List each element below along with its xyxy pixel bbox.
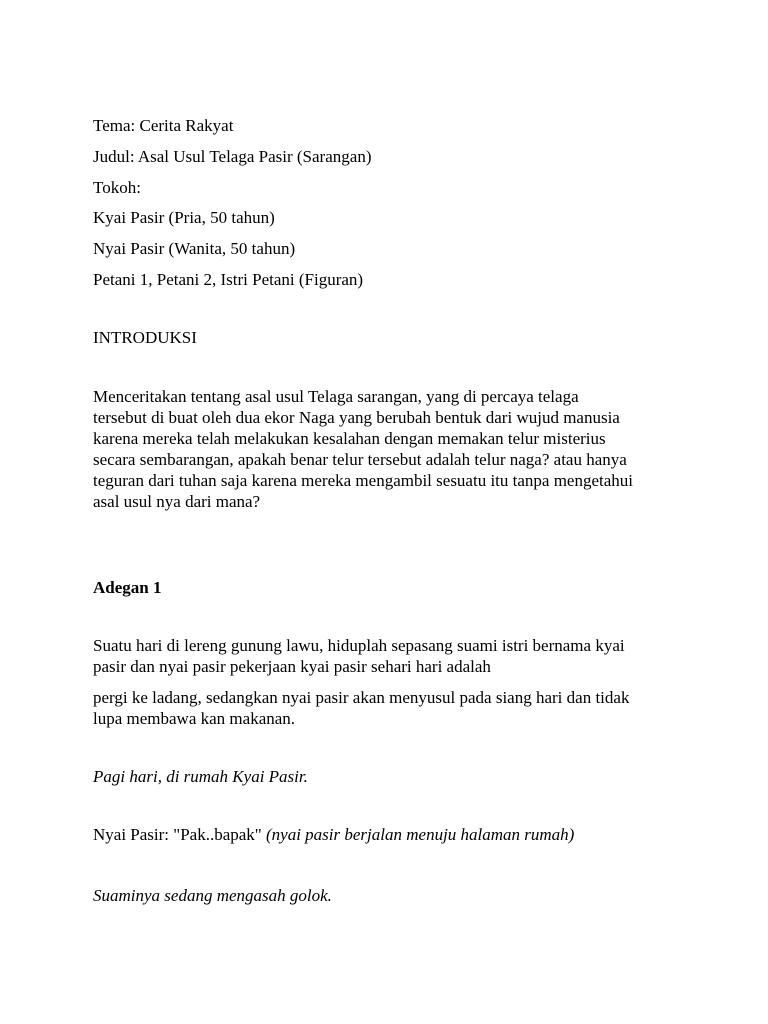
adegan-heading: Adegan 1 [93, 578, 162, 597]
closing-note: Suaminya sedang mengasah golok. [93, 886, 332, 905]
adegan-paragraph-2 [93, 687, 683, 729]
dialogue-line [93, 824, 683, 845]
introduksi-heading: INTRODUKSI [93, 328, 197, 347]
paragraph-line: pergi ke ladang, sedangkan nyai pasir akan menyusul pada siang hari dan tidak [93, 688, 630, 707]
tokoh-item: Petani 1, Petani 2, Istri Petani (Figuran) [93, 270, 364, 289]
paragraph-line: asal usul nya dari mana? [93, 492, 261, 511]
judul-line: Judul: Asal Usul Telaga Pasir (Sarangan) [93, 147, 372, 166]
tema-line: Tema: Cerita Rakyat [93, 116, 234, 135]
scene-note: Pagi hari, di rumah Kyai Pasir. [93, 767, 308, 786]
tokoh-label: Tokoh: [93, 178, 141, 197]
introduksi-paragraph [93, 386, 683, 512]
adegan-paragraph-1 [93, 635, 683, 677]
paragraph-line: teguran dari tuhan saja karena mereka mengambil sesuatu itu tanpa mengetahui [93, 471, 634, 490]
paragraph-line: secara sembarangan, apakah benar telur tersebut adalah telur naga? atau hanya [93, 450, 627, 469]
tokoh-item: Kyai Pasir (Pria, 50 tahun) [93, 208, 275, 227]
paragraph-line: Suatu hari di lereng gunung lawu, hiduplah sepasang suami istri bernama kyai [93, 636, 625, 655]
paragraph-line: karena mereka telah melakukan kesalahan dengan memakan telur misterius [93, 429, 606, 448]
dialogue-speech: Nyai Pasir: "Pak..bapak" [93, 825, 262, 844]
tokoh-item: Nyai Pasir (Wanita, 50 tahun) [93, 239, 296, 258]
paragraph-line: Menceritakan tentang asal usul Telaga sarangan, yang di percaya telaga [93, 387, 579, 406]
paragraph-line: lupa membawa kan makanan. [93, 709, 296, 728]
paragraph-line: pasir dan nyai pasir pekerjaan kyai pasir sehari hari adalah [93, 657, 491, 676]
stage-direction: (nyai pasir berjalan menuju halaman rumah) [266, 825, 575, 844]
paragraph-line: tersebut di buat oleh dua ekor Naga yang berubah bentuk dari wujud manusia [93, 408, 620, 427]
